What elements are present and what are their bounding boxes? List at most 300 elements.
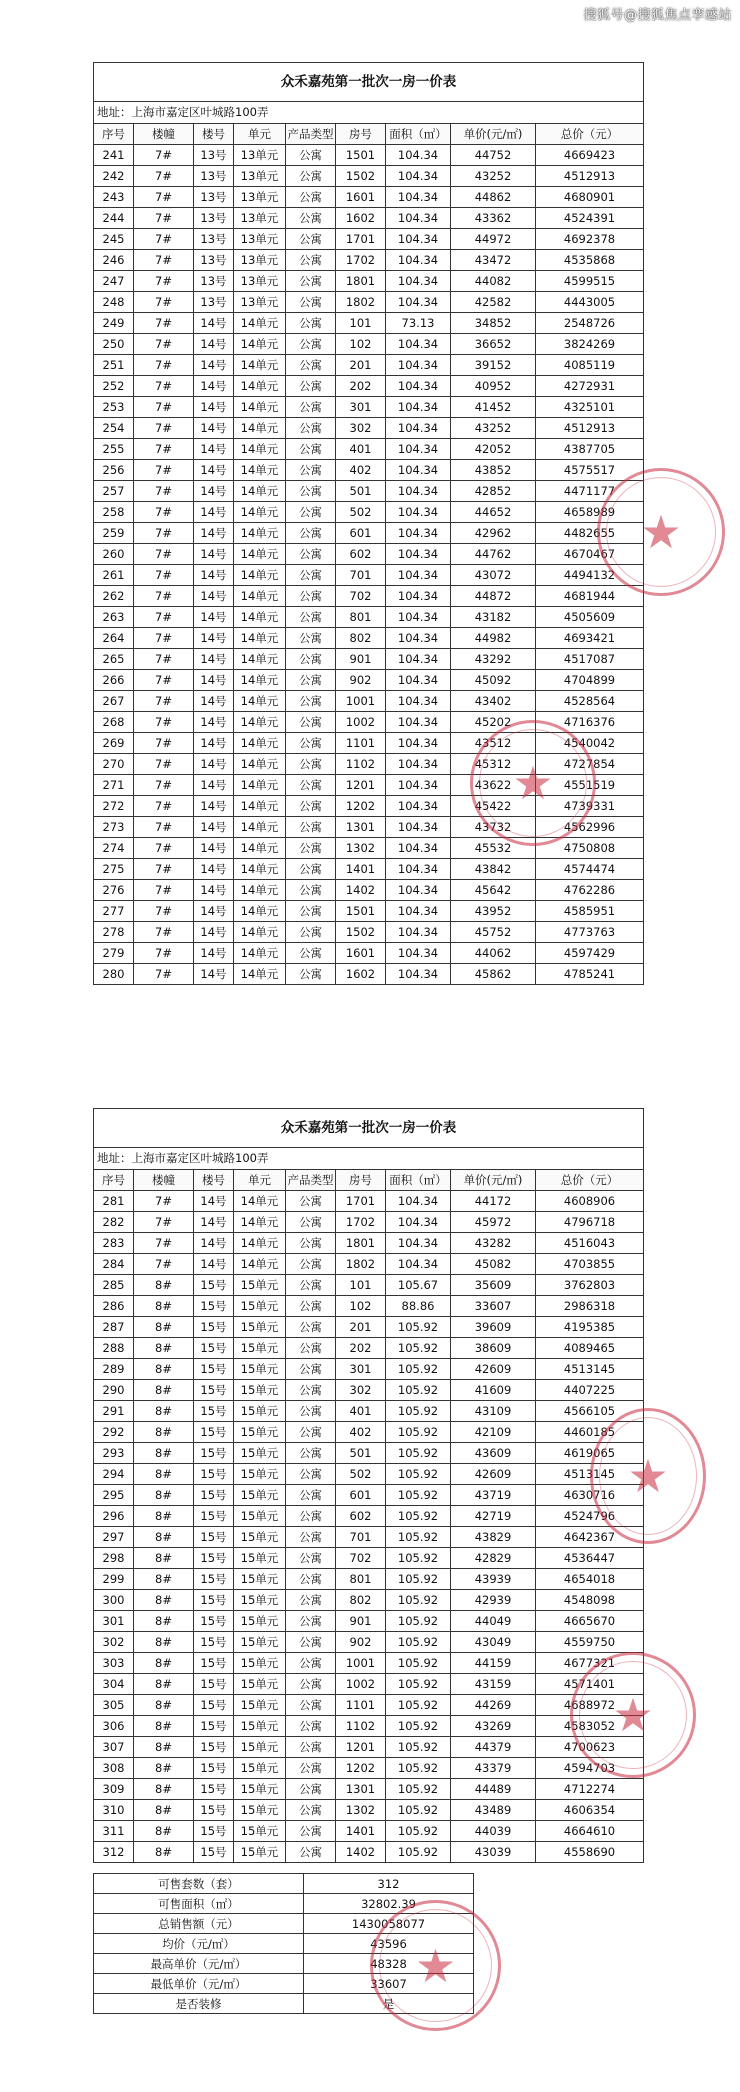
table-cell: 14号 [194,523,234,544]
table-cell: 288 [94,1338,134,1359]
table-row [94,1212,644,1233]
table-cell: 302 [336,1380,386,1401]
table-cell: 8# [134,1401,194,1422]
table-row [94,481,644,502]
table-cell: 104.34 [386,754,451,775]
table-cell: 42829 [451,1548,536,1569]
table-cell: 104.34 [386,922,451,943]
table-cell: 15号 [194,1779,234,1800]
table-cell: 14号 [194,964,234,985]
table-cell: 1502 [336,166,386,187]
table-cell: 8# [134,1443,194,1464]
table-cell: 44872 [451,586,536,607]
column-header: 房号 [336,124,386,145]
table-cell: 303 [94,1653,134,1674]
table-cell: 13号 [194,250,234,271]
summary-table [93,1873,474,2014]
table-cell: 7# [134,460,194,481]
table-cell: 104.34 [386,796,451,817]
column-header: 序号 [94,1170,134,1191]
table-cell: 公寓 [286,754,336,775]
table-cell: 290 [94,1380,134,1401]
table-cell: 14号 [194,502,234,523]
table-cell: 7# [134,670,194,691]
table-cell: 105.67 [386,1275,451,1296]
table-cell: 4606354 [536,1800,644,1821]
table-cell: 7# [134,1212,194,1233]
table-cell: 4517087 [536,649,644,670]
table-cell: 104.34 [386,1254,451,1275]
table-cell: 283 [94,1233,134,1254]
table-cell: 42719 [451,1506,536,1527]
table-cell: 14单元 [234,418,286,439]
table-cell: 43159 [451,1674,536,1695]
table-cell: 43252 [451,166,536,187]
table-cell: 104.34 [386,166,451,187]
table-row [94,628,644,649]
table-cell: 13单元 [234,250,286,271]
table-cell: 14单元 [234,712,286,733]
table-cell: 105.92 [386,1359,451,1380]
table-cell: 14单元 [234,397,286,418]
table-cell: 4494132 [536,565,644,586]
table-cell: 242 [94,166,134,187]
table-row [94,817,644,838]
table-cell: 310 [94,1800,134,1821]
table-cell: 36652 [451,334,536,355]
table-row [94,1716,644,1737]
table-cell: 4727854 [536,754,644,775]
table-row [94,1401,644,1422]
table-cell: 1101 [336,1695,386,1716]
table-cell: 7# [134,880,194,901]
table-row [94,1380,644,1401]
table-cell: 43852 [451,460,536,481]
table-row [94,229,644,250]
table-cell: 4630716 [536,1485,644,1506]
table-row [94,1695,644,1716]
table-cell: 44982 [451,628,536,649]
table-cell: 15号 [194,1506,234,1527]
table-cell: 1002 [336,1674,386,1695]
table-cell: 7# [134,565,194,586]
table-cell: 260 [94,544,134,565]
table-cell: 7# [134,502,194,523]
table-cell: 105.92 [386,1653,451,1674]
table-cell: 39609 [451,1317,536,1338]
table-row [94,460,644,481]
table-cell: 42109 [451,1422,536,1443]
table-cell: 105.92 [386,1737,451,1758]
table-row [94,187,644,208]
table-cell: 公寓 [286,1422,336,1443]
summary-label: 可售套数（套） [94,1874,304,1894]
table-row [94,1233,644,1254]
column-header: 产品类型 [286,124,336,145]
table-cell: 1702 [336,250,386,271]
table-cell: 15号 [194,1821,234,1842]
table-cell: 702 [336,586,386,607]
table-cell: 501 [336,1443,386,1464]
table-cell: 402 [336,460,386,481]
table-cell: 275 [94,859,134,880]
table-cell: 4513145 [536,1359,644,1380]
table-cell: 40952 [451,376,536,397]
table-cell: 105.92 [386,1485,451,1506]
table-cell: 272 [94,796,134,817]
table-cell: 4608906 [536,1191,644,1212]
table-cell: 8# [134,1380,194,1401]
table-cell: 252 [94,376,134,397]
table-cell: 1802 [336,1254,386,1275]
table-cell: 1501 [336,901,386,922]
table-row [94,964,644,985]
table-cell: 44269 [451,1695,536,1716]
table-cell: 14单元 [234,544,286,565]
price-sheet-1 [93,62,643,985]
table-row [94,1569,644,1590]
table-cell: 7# [134,250,194,271]
table-cell: 1701 [336,1191,386,1212]
table-cell: 公寓 [286,1527,336,1548]
table-cell: 42962 [451,523,536,544]
table-cell: 公寓 [286,418,336,439]
table-cell: 43039 [451,1842,536,1863]
table-cell: 43072 [451,565,536,586]
table-cell: 公寓 [286,1506,336,1527]
table-cell: 公寓 [286,796,336,817]
table-cell: 7# [134,649,194,670]
table-cell: 4750808 [536,838,644,859]
table-cell: 3762803 [536,1275,644,1296]
table-cell: 15单元 [234,1464,286,1485]
table-cell: 14单元 [234,964,286,985]
table-cell: 13单元 [234,292,286,313]
table-row [94,250,644,271]
table-cell: 73.13 [386,313,451,334]
table-cell: 14号 [194,313,234,334]
table-cell: 104.34 [386,355,451,376]
table-cell: 15号 [194,1716,234,1737]
table-cell: 公寓 [286,1590,336,1611]
table-row [94,292,644,313]
table-cell: 14号 [194,544,234,565]
table-cell: 104.34 [386,838,451,859]
table-cell: 14单元 [234,460,286,481]
table-cell: 公寓 [286,271,336,292]
table-cell: 105.92 [386,1401,451,1422]
table-cell: 公寓 [286,1842,336,1863]
table-cell: 43049 [451,1632,536,1653]
table-cell: 1402 [336,880,386,901]
table-cell: 1601 [336,187,386,208]
table-cell: 4619065 [536,1443,644,1464]
table-cell: 601 [336,1485,386,1506]
table-cell: 公寓 [286,355,336,376]
table-cell: 13单元 [234,208,286,229]
table-cell: 15单元 [234,1527,286,1548]
table-cell: 4688972 [536,1695,644,1716]
summary-label: 可售面积（㎡） [94,1894,304,1914]
summary-value: 48328 [304,1954,474,1974]
table-cell: 14号 [194,397,234,418]
table-cell: 13号 [194,145,234,166]
table-row [94,1443,644,1464]
table-cell: 8# [134,1548,194,1569]
table-cell: 7# [134,271,194,292]
table-cell: 43939 [451,1569,536,1590]
table-cell: 4658989 [536,502,644,523]
table-cell: 15单元 [234,1422,286,1443]
table-row [94,544,644,565]
table-row [94,1191,644,1212]
table-cell: 43829 [451,1527,536,1548]
table-cell: 4703855 [536,1254,644,1275]
table-cell: 105.92 [386,1779,451,1800]
table-cell: 公寓 [286,880,336,901]
table-cell: 264 [94,628,134,649]
table-cell: 4693421 [536,628,644,649]
table-cell: 4559750 [536,1632,644,1653]
table-cell: 7# [134,796,194,817]
table-cell: 7# [134,229,194,250]
table-cell: 14单元 [234,691,286,712]
table-cell: 14单元 [234,1212,286,1233]
table-cell: 7# [134,817,194,838]
table-cell: 4524796 [536,1506,644,1527]
table-cell: 45092 [451,670,536,691]
table-cell: 14号 [194,1254,234,1275]
table-cell: 7# [134,733,194,754]
table-row [94,1359,644,1380]
summary-value: 43596 [304,1934,474,1954]
table-cell: 公寓 [286,523,336,544]
table-cell: 901 [336,1611,386,1632]
table-cell: 104.34 [386,523,451,544]
table-cell: 公寓 [286,1317,336,1338]
table-cell: 4524391 [536,208,644,229]
table-cell: 273 [94,817,134,838]
table-cell: 44082 [451,271,536,292]
table-cell: 公寓 [286,1275,336,1296]
table-cell: 公寓 [286,1401,336,1422]
table-row [94,418,644,439]
table-cell: 14号 [194,691,234,712]
table-cell: 43252 [451,418,536,439]
summary-row [94,1974,474,1994]
table-cell: 43719 [451,1485,536,1506]
table-cell: 4599515 [536,271,644,292]
table-cell: 公寓 [286,1338,336,1359]
table-row [94,145,644,166]
table-cell: 8# [134,1590,194,1611]
table-cell: 公寓 [286,1800,336,1821]
table-cell: 43512 [451,733,536,754]
table-cell: 14号 [194,418,234,439]
table-cell: 202 [336,376,386,397]
table-cell: 15单元 [234,1758,286,1779]
table-cell: 8# [134,1695,194,1716]
table-cell: 4195385 [536,1317,644,1338]
table-cell: 104.34 [386,397,451,418]
table-cell: 1102 [336,1716,386,1737]
table-cell: 45642 [451,880,536,901]
table-cell: 105.92 [386,1800,451,1821]
table-cell: 8# [134,1296,194,1317]
table-row [94,1296,644,1317]
table-cell: 1401 [336,859,386,880]
table-cell: 1801 [336,271,386,292]
table-cell: 14单元 [234,313,286,334]
table-cell: 4785241 [536,964,644,985]
table-cell: 8# [134,1779,194,1800]
table-cell: 15号 [194,1548,234,1569]
table-cell: 4594703 [536,1758,644,1779]
table-cell: 4704899 [536,670,644,691]
table-cell: 14单元 [234,838,286,859]
table-cell: 7# [134,397,194,418]
table-cell: 14单元 [234,481,286,502]
table-cell: 1701 [336,229,386,250]
column-header: 楼幢 [134,1170,194,1191]
table-cell: 4272931 [536,376,644,397]
table-cell: 246 [94,250,134,271]
table-row [94,1758,644,1779]
table-cell: 43292 [451,649,536,670]
table-row [94,1737,644,1758]
table-row [94,1653,644,1674]
price-table [93,1108,644,1863]
table-cell: 281 [94,1191,134,1212]
table-row [94,901,644,922]
table-cell: 43842 [451,859,536,880]
table-cell: 43609 [451,1443,536,1464]
table-cell: 1101 [336,733,386,754]
table-row [94,334,644,355]
table-cell: 公寓 [286,292,336,313]
table-cell: 4551519 [536,775,644,796]
table-cell: 42609 [451,1464,536,1485]
summary-body [94,1874,474,2014]
table-cell: 15单元 [234,1611,286,1632]
table-cell: 265 [94,649,134,670]
table-cell: 公寓 [286,1191,336,1212]
table-cell: 701 [336,565,386,586]
table-row [94,355,644,376]
table-cell: 14单元 [234,817,286,838]
table-cell: 15号 [194,1758,234,1779]
table-cell: 公寓 [286,1653,336,1674]
table-cell: 104.34 [386,418,451,439]
table-cell: 14单元 [234,1233,286,1254]
table-cell: 7# [134,691,194,712]
table-cell: 4700623 [536,1737,644,1758]
table-cell: 公寓 [286,1695,336,1716]
column-header: 单价(元/㎡) [451,124,536,145]
table-cell: 8# [134,1716,194,1737]
table-cell: 公寓 [286,733,336,754]
table-cell: 14单元 [234,607,286,628]
table-cell: 250 [94,334,134,355]
table-cell: 15号 [194,1569,234,1590]
table-row [94,670,644,691]
table-cell: 15单元 [234,1359,286,1380]
table-cell: 42582 [451,292,536,313]
table-cell: 105.92 [386,1338,451,1359]
table-cell: 307 [94,1737,134,1758]
table-cell: 7# [134,943,194,964]
table-cell: 4471177 [536,481,644,502]
table-cell: 4566105 [536,1401,644,1422]
table-cell: 4528564 [536,691,644,712]
table-cell: 14号 [194,670,234,691]
table-cell: 43952 [451,901,536,922]
table-cell: 45312 [451,754,536,775]
table-cell: 15号 [194,1611,234,1632]
table-cell: 公寓 [286,712,336,733]
table-cell: 15号 [194,1338,234,1359]
table-cell: 43182 [451,607,536,628]
table-cell: 4574474 [536,859,644,880]
table-cell: 7# [134,145,194,166]
table-cell: 262 [94,586,134,607]
table-cell: 14号 [194,943,234,964]
table-cell: 15单元 [234,1695,286,1716]
table-cell: 公寓 [286,376,336,397]
table-cell: 8# [134,1674,194,1695]
summary-row [94,1954,474,1974]
table-cell: 102 [336,334,386,355]
table-cell: 104.34 [386,502,451,523]
table-cell: 402 [336,1422,386,1443]
table-cell: 4642367 [536,1527,644,1548]
table-cell: 7# [134,1233,194,1254]
table-cell: 4670467 [536,544,644,565]
table-cell: 4680901 [536,187,644,208]
table-row [94,1800,644,1821]
table-cell: 38609 [451,1338,536,1359]
table-cell: 267 [94,691,134,712]
table-cell: 公寓 [286,439,336,460]
table-cell: 285 [94,1275,134,1296]
table-cell: 1301 [336,1779,386,1800]
table-cell: 1402 [336,1842,386,1863]
table-cell: 公寓 [286,586,336,607]
table-cell: 4505609 [536,607,644,628]
table-cell: 公寓 [286,943,336,964]
column-header: 总价（元） [536,124,644,145]
table-cell: 245 [94,229,134,250]
table-cell: 105.92 [386,1548,451,1569]
table-cell: 8# [134,1317,194,1338]
table-cell: 公寓 [286,1821,336,1842]
table-cell: 105.92 [386,1569,451,1590]
table-row [94,439,644,460]
table-cell: 15单元 [234,1590,286,1611]
table-cell: 14号 [194,754,234,775]
column-header: 单元 [234,124,286,145]
table-cell: 1501 [336,145,386,166]
table-cell: 104.34 [386,334,451,355]
table-cell: 44652 [451,502,536,523]
table-cell: 43732 [451,817,536,838]
table-cell: 266 [94,670,134,691]
table-cell: 41452 [451,397,536,418]
table-cell: 105.92 [386,1443,451,1464]
table-cell: 1001 [336,1653,386,1674]
table-cell: 104.34 [386,649,451,670]
table-cell: 244 [94,208,134,229]
